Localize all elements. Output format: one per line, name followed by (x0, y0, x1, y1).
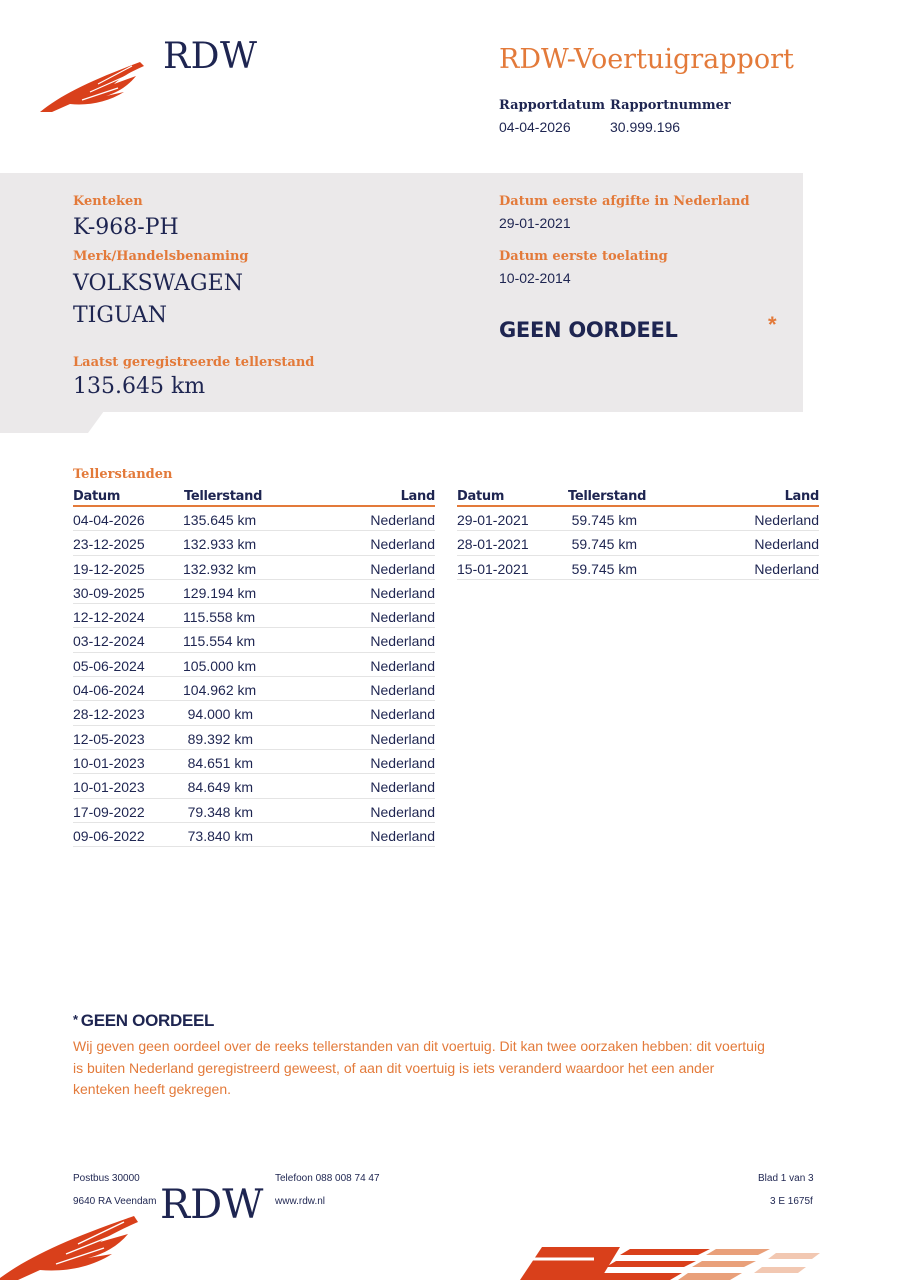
footer-postbus: Postbus 30000 (73, 1173, 140, 1184)
first-nl-label: Datum eerste afgifte in Nederland (499, 194, 750, 209)
readings-table-right (457, 488, 819, 580)
reading-country: Nederland (754, 560, 819, 577)
reading-country: Nederland (370, 512, 435, 528)
table-row (73, 677, 435, 701)
reading-value: 94.000 km (187, 706, 253, 723)
reading-country: Nederland (370, 657, 435, 674)
footer-code: 3 E 1675f (770, 1196, 813, 1207)
report-date: 04-04-2026 (499, 119, 571, 135)
reading-date: 12-12-2024 (73, 609, 145, 626)
table-row (73, 507, 435, 531)
reading-country: Nederland (370, 779, 435, 796)
reading-country: Nederland (754, 536, 819, 553)
table-row (457, 507, 819, 531)
report-title: RDW-Voertuigrapport (499, 44, 794, 75)
footer-website: www.rdw.nl (275, 1196, 326, 1207)
reading-value: 129.194 km (183, 584, 257, 601)
footer-rdw-brand: RDW (160, 1182, 264, 1228)
reading-date: 04-04-2026 (73, 512, 145, 528)
first-admission-label: Datum eerste toelating (499, 249, 668, 264)
reading-country: Nederland (370, 803, 435, 820)
note-asterisk: * (73, 1012, 78, 1027)
table-header (73, 488, 435, 507)
table-row (73, 531, 435, 555)
reading-date: 23-12-2025 (73, 536, 145, 553)
reading-country: Nederland (370, 560, 435, 577)
note-title (73, 1011, 214, 1031)
reading-country: Nederland (370, 730, 435, 747)
reading-value: 89.392 km (187, 730, 253, 747)
reading-value: 73.840 km (187, 827, 253, 844)
table-row (457, 531, 819, 555)
footer-page: Blad 1 van 3 (758, 1173, 814, 1184)
reading-value: 104.962 km (183, 682, 257, 699)
reading-value: 105.000 km (183, 657, 257, 674)
note-text: Wij geven geen oordeel over de reeks tellerstanden van dit voertuig. Dit kan twee oorzaken hebben: dit voertuig is buiten Nederland geregistreerd geweest, of aan dit voertuig is iets veranderd waardoor het een ander kenteken heeft gekregen. (73, 1038, 765, 1097)
readings-table-left (73, 488, 435, 847)
readings-title: Tellerstanden (73, 467, 173, 482)
report-number-label: Rapportnummer (610, 98, 731, 113)
reading-date: 15-01-2021 (457, 560, 529, 577)
table-row (73, 580, 435, 604)
vehicle-model: TIGUAN (73, 303, 167, 328)
header-reading: Tellerstand (184, 489, 263, 504)
reading-country: Nederland (370, 754, 435, 771)
reading-value: 59.745 km (571, 536, 637, 553)
reading-date: 10-01-2023 (73, 779, 145, 796)
reading-country: Nederland (370, 682, 435, 699)
table-row (457, 556, 819, 580)
reading-date: 03-12-2024 (73, 633, 145, 650)
footer-feather-logo-icon (0, 1212, 142, 1280)
odometer-value: 135.645 km (73, 374, 206, 399)
panel-tab-shape (0, 411, 110, 433)
make-label: Merk/Handelsbenaming (73, 249, 249, 264)
table-row (73, 750, 435, 774)
table-row (73, 556, 435, 580)
reading-value: 59.745 km (571, 560, 637, 577)
reading-country: Nederland (370, 633, 435, 650)
reading-date: 30-09-2025 (73, 584, 145, 601)
reading-value: 84.649 km (187, 779, 253, 796)
footer-address: 9640 RA Veendam (73, 1196, 157, 1207)
reading-date: 04-06-2024 (73, 682, 145, 699)
reading-country: Nederland (370, 536, 435, 553)
report-number: 30.999.196 (610, 119, 681, 135)
header-country: Land (400, 489, 435, 504)
odometer-label: Laatst geregistreerde tellerstand (73, 355, 315, 370)
first-admission-date: 10-02-2014 (499, 270, 571, 286)
reading-date: 09-06-2022 (73, 827, 145, 844)
verdict-text: GEEN OORDEEL (499, 318, 678, 342)
vehicle-make: VOLKSWAGEN (73, 271, 243, 296)
reading-value: 84.651 km (187, 754, 253, 771)
table-row (73, 726, 435, 750)
footer-speed-stripes-icon (520, 1245, 904, 1280)
table-row (73, 628, 435, 652)
reading-country: Nederland (370, 706, 435, 723)
table-row (73, 799, 435, 823)
plate-label: Kenteken (73, 194, 143, 209)
header-date: Datum (457, 489, 505, 504)
reading-date: 28-01-2021 (457, 536, 529, 553)
table-row (73, 823, 435, 847)
rdw-brand-text: RDW (163, 36, 258, 77)
reading-date: 19-12-2025 (73, 560, 145, 577)
header-date: Datum (73, 489, 121, 504)
first-nl-date: 29-01-2021 (499, 215, 571, 231)
table-row (73, 653, 435, 677)
verdict-asterisk: * (768, 312, 777, 337)
reading-value: 115.554 km (183, 633, 256, 650)
rdw-feather-logo-icon (40, 58, 148, 114)
plate-number: K-968-PH (73, 215, 179, 240)
reading-country: Nederland (754, 512, 819, 528)
table-row (73, 604, 435, 628)
report-date-label: Rapportdatum (499, 98, 605, 113)
table-row (73, 701, 435, 725)
reading-value: 132.933 km (183, 536, 257, 553)
reading-country: Nederland (370, 584, 435, 601)
reading-value: 79.348 km (187, 803, 253, 820)
reading-value: 135.645 km (183, 512, 257, 528)
reading-date: 10-01-2023 (73, 754, 145, 771)
footer-phone: Telefoon 088 008 74 47 (275, 1173, 380, 1184)
reading-value: 132.932 km (183, 560, 257, 577)
reading-date: 29-01-2021 (457, 512, 529, 528)
table-header (457, 488, 819, 507)
table-row (73, 774, 435, 798)
reading-value: 115.558 km (183, 609, 256, 626)
reading-date: 17-09-2022 (73, 803, 145, 820)
reading-value: 59.745 km (571, 512, 637, 528)
reading-date: 05-06-2024 (73, 657, 145, 674)
reading-country: Nederland (370, 609, 435, 626)
note-title-text: GEEN OORDEEL (80, 1011, 215, 1030)
header-reading: Tellerstand (568, 489, 647, 504)
reading-date: 12-05-2023 (73, 730, 145, 747)
reading-date: 28-12-2023 (73, 706, 145, 723)
reading-country: Nederland (370, 827, 435, 844)
header-country: Land (784, 489, 819, 504)
